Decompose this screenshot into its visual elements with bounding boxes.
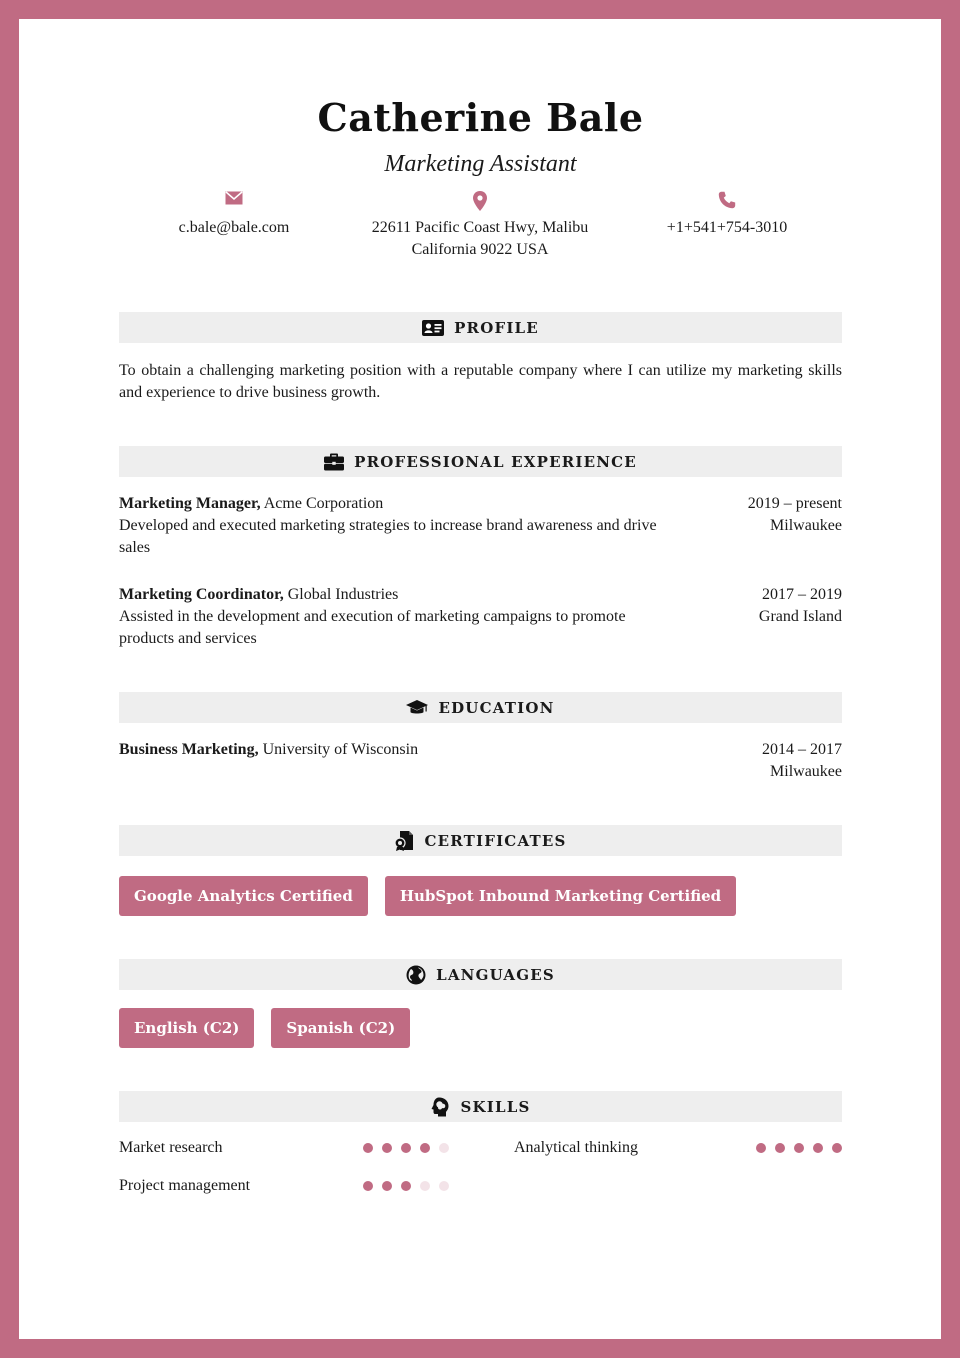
experience-entry	[119, 584, 842, 650]
experience-company: Global Industries	[287, 586, 399, 603]
experience-dates: 2017 – 2019	[762, 586, 842, 603]
profile-text: To obtain a challenging marketing position with a reputable company where I can utilize my marketing skills and experience to drive business growth.	[119, 362, 842, 401]
skill-rating	[756, 1143, 842, 1153]
skill-dot-filled	[401, 1143, 411, 1153]
experience-description: Developed and executed marketing strategies to increase brand awareness and drive sales	[119, 517, 657, 556]
experience-company: Acme Corporation	[263, 495, 384, 512]
experience-location: Grand Island	[758, 608, 842, 625]
envelope-icon	[119, 191, 349, 211]
experience-entry-main	[119, 584, 664, 650]
skill-dot-filled	[382, 1181, 392, 1191]
contact-address	[365, 191, 595, 261]
experience-entry-main	[119, 493, 664, 559]
id-card-icon	[422, 320, 444, 336]
skill-dot-empty	[420, 1181, 430, 1191]
education-school: University of Wisconsin	[262, 741, 419, 758]
certificate-tag: Google Analytics Certified	[119, 876, 368, 916]
section-languages	[119, 959, 842, 990]
certificate-tags	[119, 876, 736, 916]
experience-meta	[759, 584, 842, 628]
experience-entry	[119, 493, 842, 559]
section-experience	[119, 446, 842, 477]
skill-dot-filled	[363, 1143, 373, 1153]
experience-heading	[119, 493, 664, 515]
skill-name: Project management	[119, 1177, 251, 1194]
skill-rating	[363, 1143, 449, 1153]
globe-icon	[406, 965, 426, 985]
skill-rating	[363, 1181, 449, 1191]
skill-item	[119, 1175, 449, 1197]
map-pin-icon	[365, 191, 595, 211]
skill-dot-empty	[439, 1143, 449, 1153]
language-tag: Spanish (C2)	[271, 1008, 410, 1048]
address-line-2: California 9022 USA	[411, 241, 549, 258]
education-entry	[119, 739, 842, 780]
experience-description: Assisted in the development and execution of marketing campaigns to promote products and services	[119, 608, 626, 647]
candidate-name: Catherine Bale	[317, 95, 644, 140]
skill-dot-filled	[832, 1143, 842, 1153]
skill-item	[119, 1137, 449, 1159]
skill-dot-empty	[439, 1181, 449, 1191]
certificate-tag: HubSpot Inbound Marketing Certified	[385, 876, 736, 916]
section-title-experience: PROFESSIONAL EXPERIENCE	[354, 452, 637, 471]
address-line-1: 22611 Pacific Coast Hwy, Malibu	[371, 219, 589, 236]
resume-page	[19, 19, 941, 1339]
experience-meta	[748, 493, 842, 537]
graduation-cap-icon	[406, 700, 428, 716]
skill-dot-filled	[813, 1143, 823, 1153]
skill-name: Analytical thinking	[514, 1139, 638, 1156]
experience-dates: 2019 – present	[747, 495, 842, 512]
language-tag: English (C2)	[119, 1008, 254, 1048]
phone-icon	[612, 191, 842, 211]
contact-phone	[612, 191, 842, 239]
experience-role: Marketing Manager,	[119, 495, 261, 512]
section-title-skills: SKILLS	[460, 1097, 531, 1116]
section-title-profile: PROFILE	[454, 318, 539, 337]
education-degree: Business Marketing,	[119, 741, 259, 758]
skill-item	[514, 1137, 842, 1159]
section-title-education: EDUCATION	[438, 698, 555, 717]
skill-dot-filled	[401, 1181, 411, 1191]
education-dates: 2014 – 2017	[762, 741, 842, 758]
skill-name: Market research	[119, 1139, 223, 1156]
education-location: Milwaukee	[770, 763, 842, 780]
email-text[interactable]: c.bale@bale.com	[178, 219, 290, 236]
section-title-certificates: CERTIFICATES	[424, 831, 567, 850]
skill-dot-filled	[775, 1143, 785, 1153]
experience-location: Milwaukee	[770, 517, 842, 534]
certificate-icon	[394, 831, 414, 851]
skill-dot-filled	[794, 1143, 804, 1153]
section-title-languages: LANGUAGES	[436, 965, 555, 984]
briefcase-icon	[324, 453, 344, 471]
section-profile	[119, 312, 842, 343]
experience-role: Marketing Coordinator,	[119, 586, 284, 603]
language-tags	[119, 1008, 410, 1048]
head-brain-icon	[430, 1097, 450, 1117]
skill-dot-filled	[756, 1143, 766, 1153]
contact-email	[119, 191, 349, 239]
section-skills	[119, 1091, 842, 1122]
skill-dot-filled	[363, 1181, 373, 1191]
education-heading	[119, 739, 664, 761]
phone-text[interactable]: +1+541+754-3010	[666, 219, 788, 236]
education-meta	[762, 739, 842, 783]
candidate-title: Marketing Assistant	[384, 151, 577, 177]
skill-dot-filled	[420, 1143, 430, 1153]
section-certificates	[119, 825, 842, 856]
education-entry-main	[119, 739, 664, 761]
section-education	[119, 692, 842, 723]
skill-dot-filled	[382, 1143, 392, 1153]
experience-heading	[119, 584, 664, 606]
